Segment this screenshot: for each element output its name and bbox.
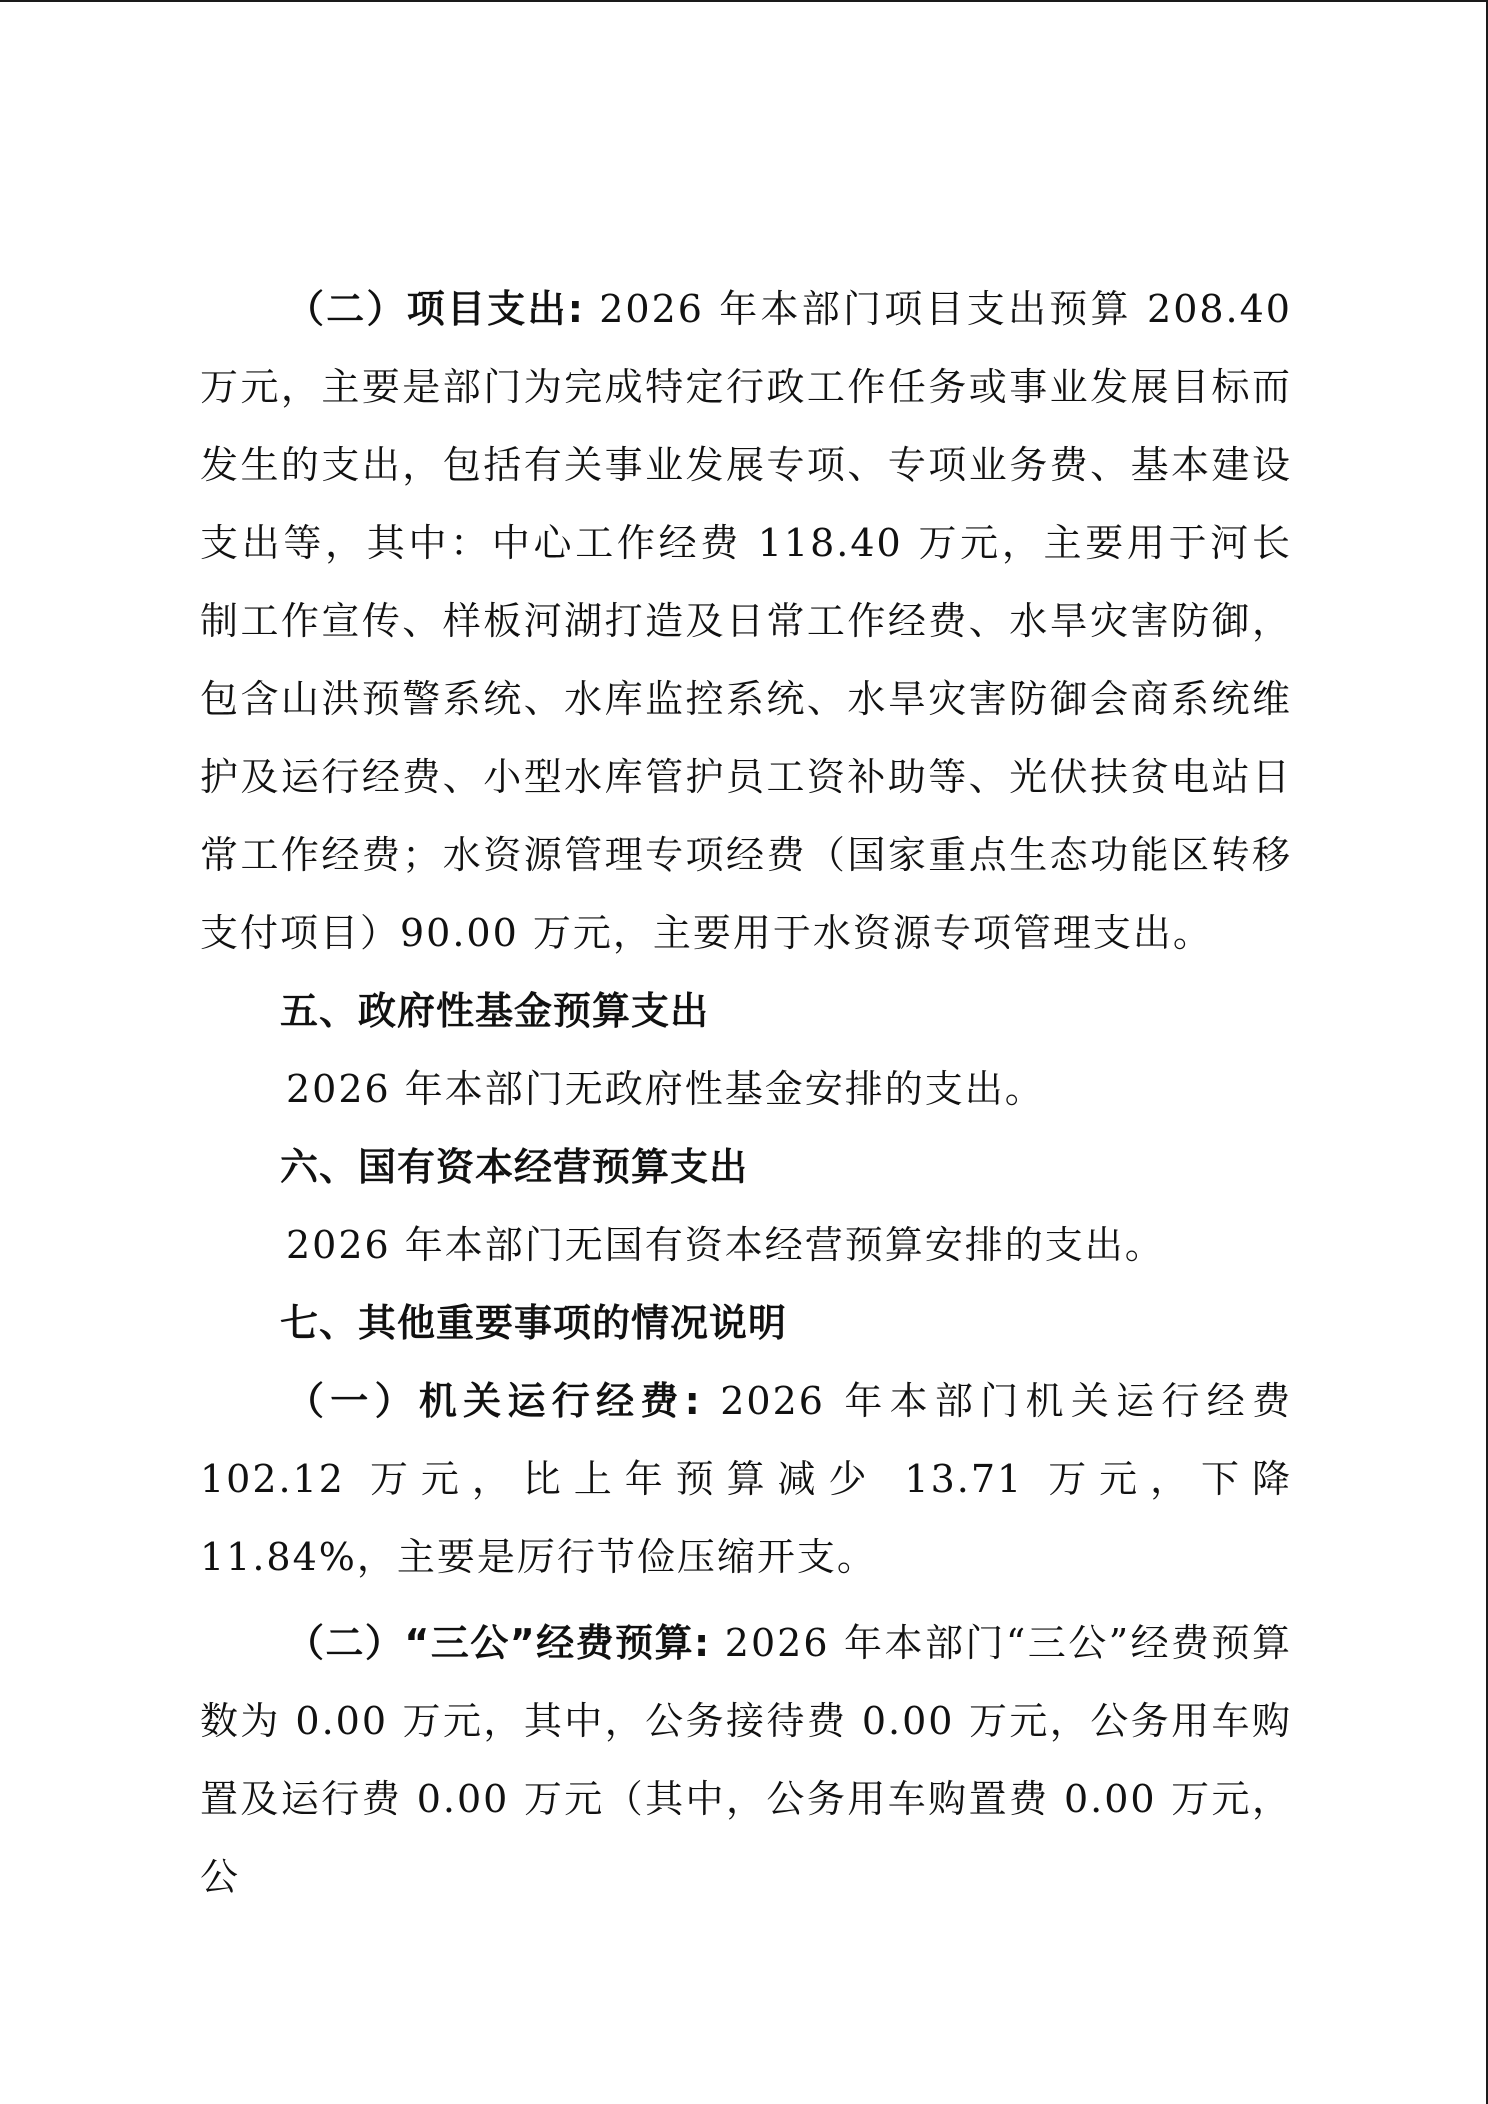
paragraph-text: 2026 年本部门无政府性基金安排的支出。 (286, 1067, 1045, 1111)
paragraph-text: 2026 年本部门项目支出预算 208.40 万元，主要是部门为完成特定行政工作任务或事业发展目标而发生的支出，包括有关事业发展专项、专项业务费、基本建设支出等，其中：中心工作经费 118.40 万元，主要用于河长制工作宣传、样板河湖打造及日常工作经费、水旱灾害防御，包含山洪预警系统、水库监控系统、水旱灾害防御会商系统维护及运行经费、小型水库管护员工资补助等、光伏扶贫电站日常工作经费；水资源管理专项经费（国家重点生态功能区转移支付项目）90.00 万元，主要用于水资源专项管理支出。 (200, 287, 1292, 955)
section-heading-state-capital: 六、国有资本经营预算支出 (280, 1145, 749, 1189)
paragraph-text: 2026 年本部门机关运行经费 102.12 万元，比上年预算减少 13.71 万元，下降 11.84%，主要是厉行节俭压缩开支。 (200, 1379, 1292, 1579)
section-heading-government-fund: 五、政府性基金预算支出 (280, 989, 710, 1033)
paragraph-text: 2026 年本部门“三公”经费预算数为 0.00 万元，其中，公务接待费 0.00 万元，公务用车购置及运行费 0.00 万元（其中，公务用车购置费 0.00 万元，公 (200, 1621, 1292, 1899)
paragraph-operating-expenses (200, 1362, 1292, 1596)
paragraph-lead: （一）机关运行经费: (286, 1379, 701, 1423)
paragraph-three-public-expenses (200, 1604, 1292, 1916)
paragraph-lead: （二）“三公”经费预算: (286, 1621, 711, 1665)
paragraph-text: 2026 年本部门无国有资本经营预算安排的支出。 (286, 1223, 1165, 1267)
section-heading-other-matters: 七、其他重要事项的情况说明 (280, 1301, 788, 1345)
paragraph-project-expenditure (200, 270, 1292, 972)
paragraph-government-fund (200, 1050, 1292, 1128)
document-body (200, 270, 1292, 1916)
paragraph-lead: （二）项目支出: (286, 287, 584, 331)
paragraph-state-capital (200, 1206, 1292, 1284)
